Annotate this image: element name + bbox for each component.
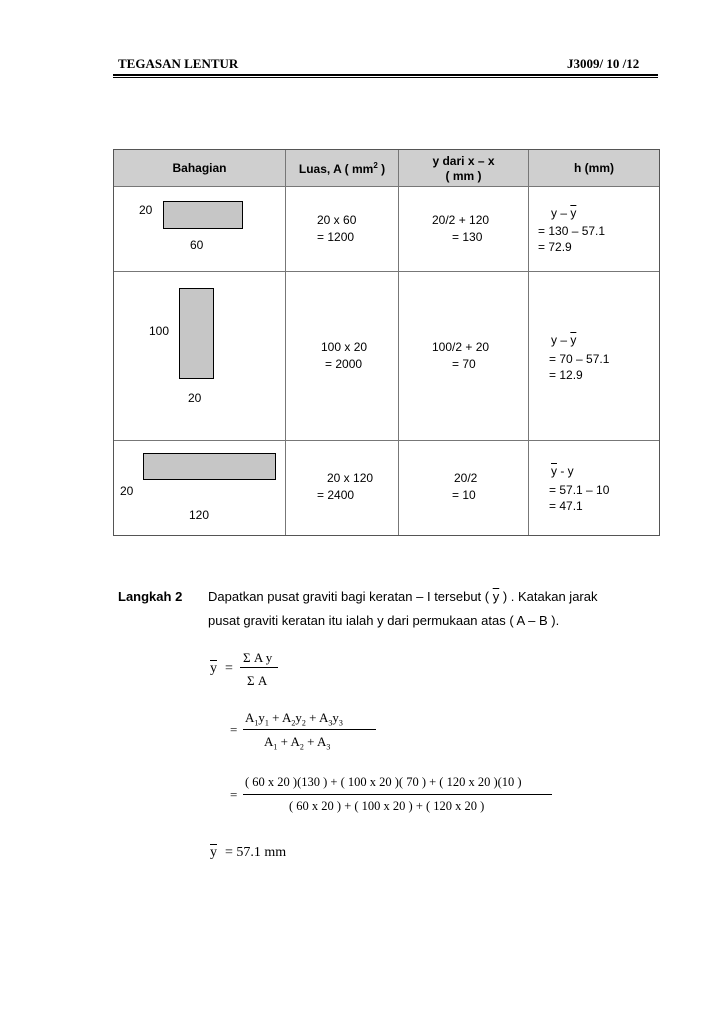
col-h: h (mm) <box>574 161 614 175</box>
row2-y-value: = 70 <box>452 357 476 371</box>
row1-area-value: = 1200 <box>317 230 355 244</box>
row2-web-shape <box>179 288 214 379</box>
formula1-fraction-bar <box>240 667 278 668</box>
equals-2: = <box>230 722 238 737</box>
row3-flange-shape <box>143 453 276 480</box>
row3-dim-height: 20 <box>120 484 134 498</box>
formula2-denominator: $A_1 + A_2 + A_3$ <box>264 734 331 752</box>
header-page-code: J3009/ 10 /12 <box>567 56 640 71</box>
row3-h-calc: = 57.1 – 10 <box>549 483 610 497</box>
formula2-fraction-bar <box>243 729 376 730</box>
formula2-numerator: $A_1y_1 + A_2y_2 + A_3y_3$ <box>245 710 343 728</box>
row2-h-value: = 12.9 <box>549 368 583 382</box>
formula3-denominator: ( 60 x 20 ) + ( 100 x 20 ) + ( 120 x 20 ) <box>289 799 485 813</box>
header-rule <box>113 74 658 76</box>
ybar-symbol-2: $\overline{y}$ <box>210 845 217 860</box>
section-table <box>113 149 660 536</box>
row1-h-value: = 72.9 <box>538 240 572 254</box>
row1-y-calc: 20/2 + 120 <box>432 213 490 227</box>
row2-h-calc: = 70 – 57.1 <box>549 352 610 366</box>
row2-dim-height: 100 <box>149 324 170 338</box>
header-rule-thin <box>113 77 658 78</box>
formula1-numerator: Σ A y <box>243 650 273 665</box>
row1-dim-width: 60 <box>190 238 204 252</box>
row1-flange-shape <box>163 201 243 229</box>
row2-dim-width: 20 <box>188 391 202 405</box>
col-y-line1: y dari x – x <box>432 154 495 168</box>
row1-y-value: = 130 <box>452 230 483 244</box>
row3-area-calc: 20 x 120 <box>327 471 374 485</box>
result-value: = 57.1 mm <box>225 845 287 860</box>
row3-y-value: = 10 <box>452 488 476 502</box>
row1-h-formula: y – $\overline{y}$ <box>551 206 577 220</box>
row2-area-calc: 100 x 20 <box>321 340 368 354</box>
formula1-denominator: Σ A <box>247 673 268 688</box>
col-luas: Luas, A ( $mm^2$ ) <box>298 161 386 176</box>
row2-area-value: = 2000 <box>325 357 363 371</box>
step-text-line1: Dapatkan pusat graviti bagi keratan – I tersebut ( $\overline{y}$ ) . Katakan jarak <box>208 589 598 604</box>
row2-h-formula: y – $\overline{y}$ <box>551 333 577 347</box>
formula3-numerator: ( 60 x 20 )(130 ) + ( 100 x 20 )( 70 ) + ( 120 x 20 )(10 ) <box>245 775 522 789</box>
equals-3: = <box>230 787 238 802</box>
ybar-symbol-1: $\overline{y}$ <box>210 661 217 676</box>
col-y-line2: ( mm ) <box>445 169 482 183</box>
equals-1: = <box>225 661 233 676</box>
row3-area-value: = 2400 <box>317 488 355 502</box>
row3-y-calc: 20/2 <box>454 471 478 485</box>
row1-dim-height: 20 <box>139 203 153 217</box>
formula3-fraction-bar <box>243 794 552 795</box>
row3-h-formula: $\overline{y}$ - y <box>551 464 574 478</box>
header-title: TEGASAN LENTUR <box>118 56 239 71</box>
row1-h-calc: = 130 – 57.1 <box>538 224 606 238</box>
row3-h-value: = 47.1 <box>549 499 583 513</box>
row3-dim-width: 120 <box>189 508 210 522</box>
step-text-line2: pusat graviti keratan itu ialah y dari permukaan atas ( A – B ). <box>208 613 560 628</box>
col-bahagian: Bahagian <box>172 161 227 175</box>
step-label: Langkah 2 <box>118 589 183 604</box>
row2-y-calc: 100/2 + 20 <box>432 340 490 354</box>
row1-area-calc: 20 x 60 <box>317 213 357 227</box>
